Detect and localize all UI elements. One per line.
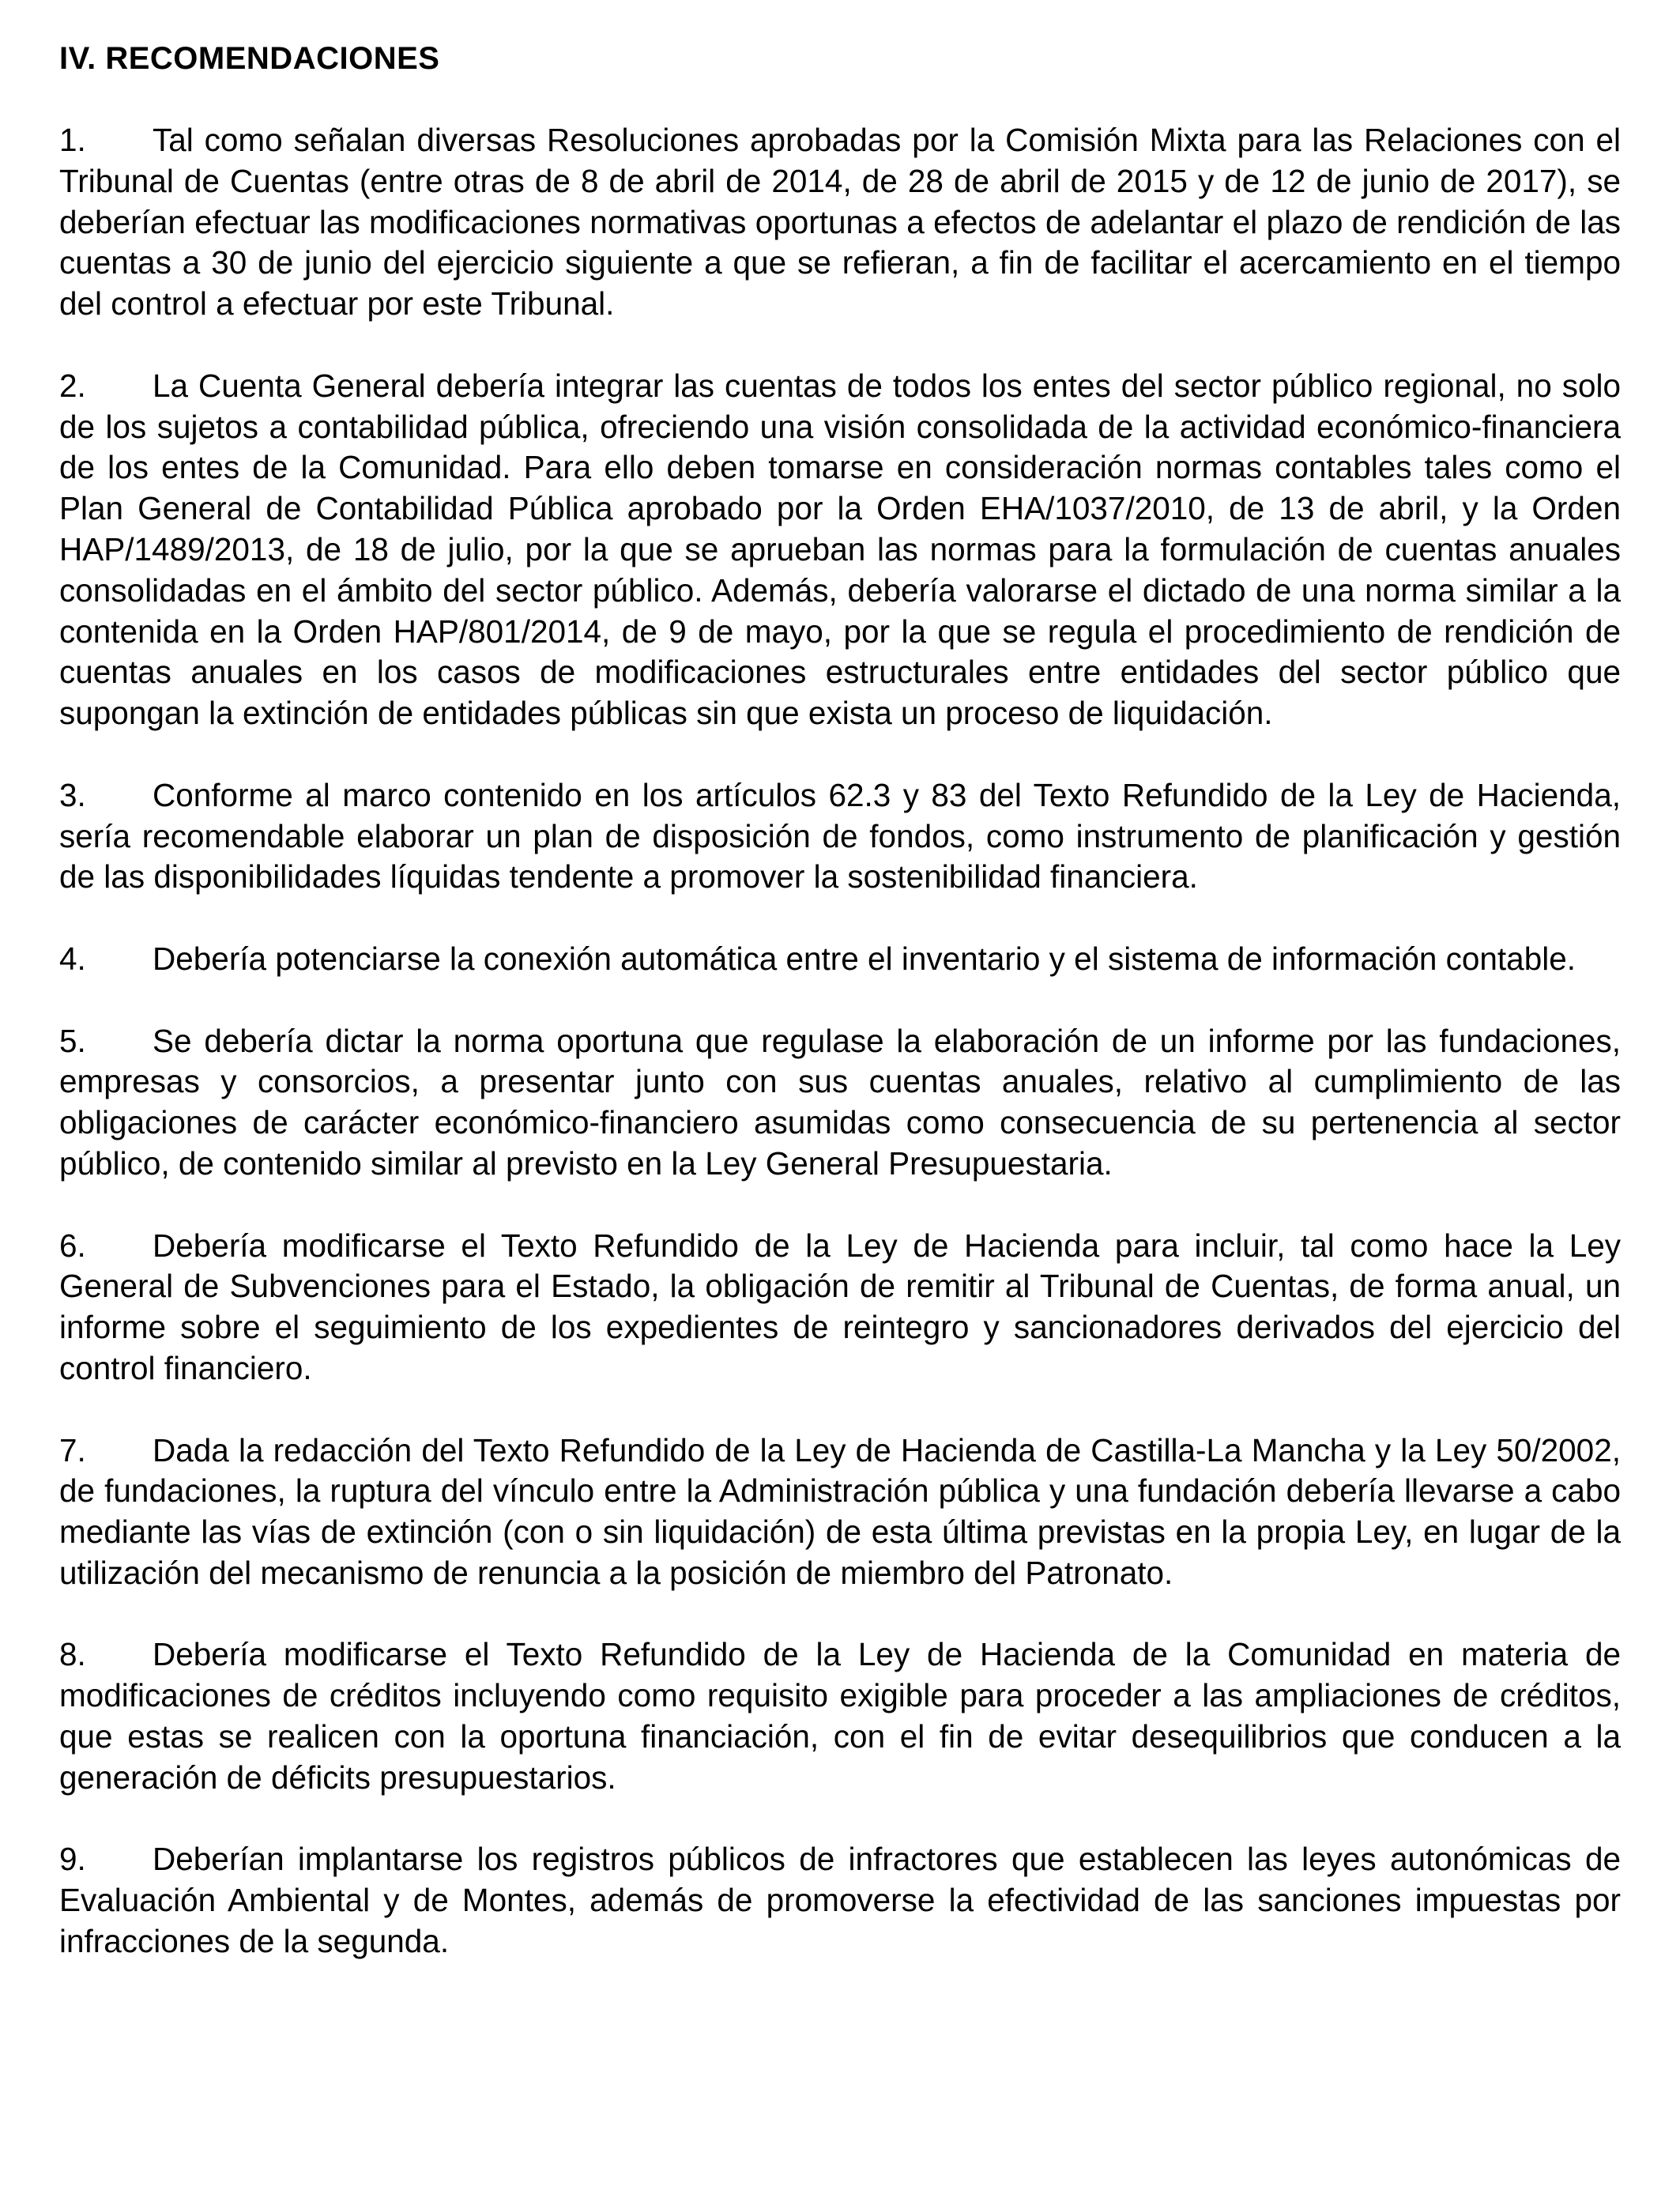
item-text: Debería potenciarse la conexión automática entre el inventario y el sistema de información contable. <box>153 940 1576 977</box>
item-number: 8. <box>59 1636 86 1673</box>
item-text: Debería modificarse el Texto Refundido de la Ley de Hacienda de la Comunidad en materia de modificaciones de créditos incluyendo como requisito exigible para proceder a las ampliaciones de créditos, que estas se realicen con la oportuna financiación, con el fin de evitar desequilibrios que conducen a la generación de déficits presupuestarios. <box>59 1636 1621 1796</box>
recommendation-3 <box>59 775 1621 898</box>
item-text: Conforme al marco contenido en los artículos 62.3 y 83 del Texto Refundido de la Ley de Hacienda, sería recomendable elaborar un plan de disposición de fondos, como instrumento de planificación y gestión de las disponibilidades líquidas tendente a promover la sostenibilidad financiera. <box>59 776 1621 895</box>
item-number: 7. <box>59 1431 86 1468</box>
item-text: La Cuenta General debería integrar las cuentas de todos los entes del sector público regional, no solo de los sujetos a contabilidad pública, ofreciendo una visión consolidada de la actividad económico-financiera de los entes de la Comunidad. Para ello deben tomarse en consideración normas contables tales como el Plan General de Contabilidad Pública aprobado por la Orden EHA/1037/2010, de 13 de abril, y la Orden HAP/1489/2013, de 18 de julio, por la que se aprueban las normas para la formulación de cuentas anuales consolidadas en el ámbito del sector público. Además, debería valorarse el dictado de una norma similar a la contenida en la Orden HAP/801/2014, de 9 de mayo, por la que se regula el procedimiento de rendición de cuentas anuales en los casos de modificaciones estructurales entre entidades del sector público que supongan la extinción de entidades públicas sin que exista un proceso de liquidación. <box>59 367 1621 732</box>
item-number: 2. <box>59 367 86 404</box>
recommendation-9 <box>59 1839 1621 1962</box>
item-text: Debería modificarse el Texto Refundido de la Ley de Hacienda para incluir, tal como hace la Ley General de Subvenciones para el Estado, la obligación de remitir al Tribunal de Cuentas, de forma anual, un informe sobre el seguimiento de los expedientes de reintegro y sancionadores derivados del ejercicio del control financiero. <box>59 1227 1621 1386</box>
item-number: 9. <box>59 1841 86 1878</box>
item-number: 5. <box>59 1022 86 1059</box>
recommendation-5 <box>59 1021 1621 1185</box>
item-text: Deberían implantarse los registros públicos de infractores que establecen las leyes autonómicas de Evaluación Ambiental y de Montes, además de promoverse la efectividad de las sanciones impuestas por infracciones de la segunda. <box>59 1841 1621 1960</box>
recommendation-8 <box>59 1634 1621 1798</box>
recommendation-4 <box>59 939 1621 980</box>
item-text: Dada la redacción del Texto Refundido de la Ley de Hacienda de Castilla-La Mancha y la Ley 50/2002, de fundaciones, la ruptura del vínculo entre la Administración pública y una fundación debería llevarse a cabo mediante las vías de extinción (con o sin liquidación) de esta última previstas en la propia Ley, en lugar de la utilización del mecanismo de renuncia a la posición de miembro del Patronato. <box>59 1431 1621 1591</box>
recommendation-7 <box>59 1431 1621 1594</box>
section-title: IV. RECOMENDACIONES <box>59 41 440 76</box>
item-number: 4. <box>59 940 86 977</box>
recommendation-2 <box>59 366 1621 734</box>
recommendation-6 <box>59 1226 1621 1389</box>
recommendation-1 <box>59 120 1621 325</box>
document-page <box>59 38 1621 2004</box>
item-number: 3. <box>59 776 86 813</box>
item-text: Tal como señalan diversas Resoluciones aprobadas por la Comisión Mixta para las Relaciones con el Tribunal de Cuentas (entre otras de 8 de abril de 2014, de 28 de abril de 2015 y de 12 de junio de 2017), se deberían efectuar las modificaciones normativas oportunas a efectos de adelantar el plazo de rendición de las cuentas a 30 de junio del ejercicio siguiente a que se refieran, a fin de facilitar el acercamiento en el tiempo del control a efectuar por este Tribunal. <box>59 122 1621 322</box>
item-number: 1. <box>59 122 86 158</box>
item-text: Se debería dictar la norma oportuna que regulase la elaboración de un informe por las fundaciones, empresas y consorcios, a presentar junto con sus cuentas anuales, relativo al cumplimiento de las obligaciones de carácter económico-financiero asumidas como consecuencia de su pertenencia al sector público, de contenido similar al previsto en la Ley General Presupuestaria. <box>59 1022 1621 1182</box>
item-number: 6. <box>59 1227 86 1264</box>
